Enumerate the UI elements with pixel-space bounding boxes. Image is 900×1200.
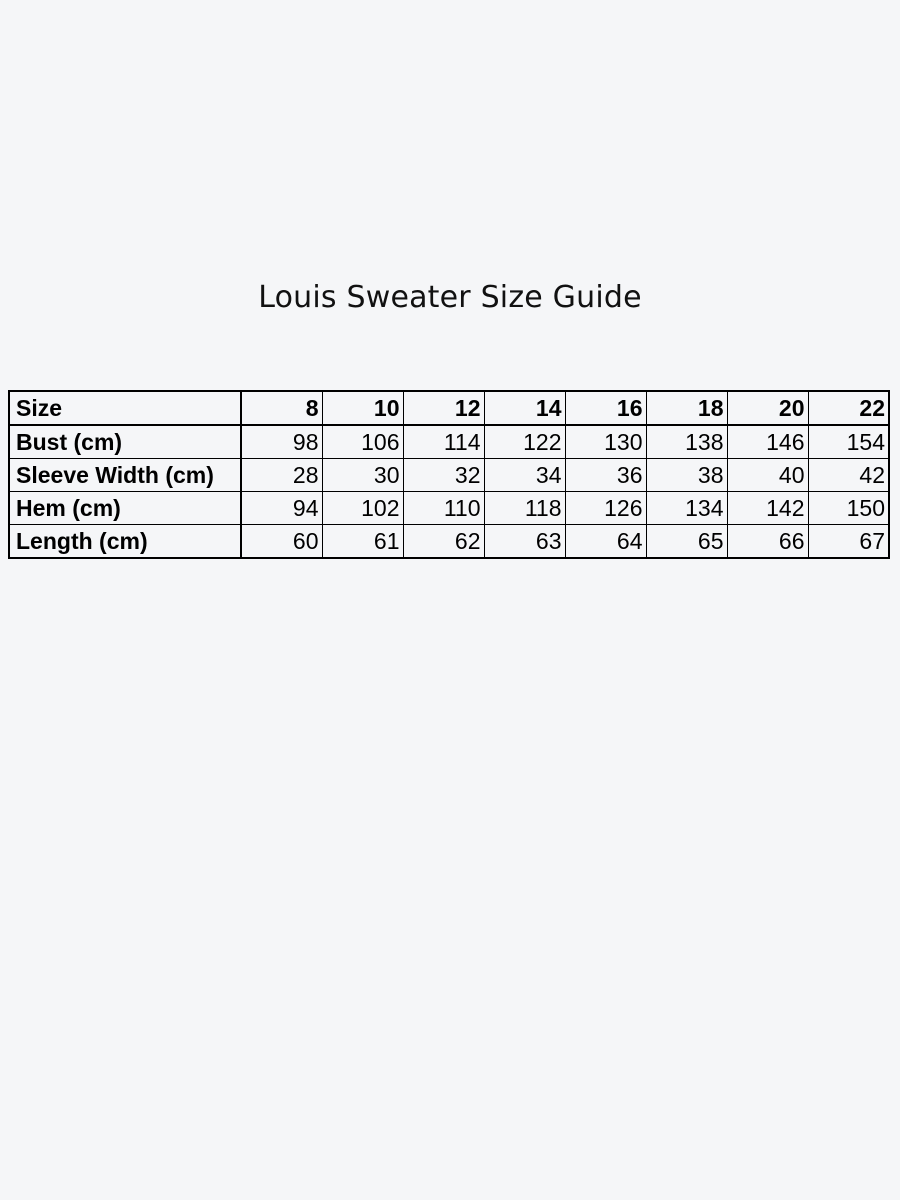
table-row	[9, 492, 889, 525]
row-label-cell: Length (cm)	[9, 525, 241, 559]
value-cell: 67	[808, 525, 889, 559]
size-guide-table	[8, 390, 890, 559]
value-cell: 60	[241, 525, 322, 559]
value-cell: 64	[565, 525, 646, 559]
value-cell: 154	[808, 425, 889, 459]
size-header-cell: 20	[727, 391, 808, 425]
value-cell: 126	[565, 492, 646, 525]
value-cell: 94	[241, 492, 322, 525]
value-cell: 102	[322, 492, 403, 525]
value-cell: 118	[484, 492, 565, 525]
value-cell: 36	[565, 459, 646, 492]
size-header-cell: 10	[322, 391, 403, 425]
value-cell: 63	[484, 525, 565, 559]
table-header-row	[9, 391, 889, 425]
value-cell: 142	[727, 492, 808, 525]
value-cell: 40	[727, 459, 808, 492]
value-cell: 134	[646, 492, 727, 525]
value-cell: 28	[241, 459, 322, 492]
size-header-cell: 12	[403, 391, 484, 425]
value-cell: 32	[403, 459, 484, 492]
row-label-cell: Hem (cm)	[9, 492, 241, 525]
value-cell: 122	[484, 425, 565, 459]
page-title: Louis Sweater Size Guide	[258, 280, 642, 315]
value-cell: 146	[727, 425, 808, 459]
value-cell: 42	[808, 459, 889, 492]
size-header-cell: 14	[484, 391, 565, 425]
value-cell: 150	[808, 492, 889, 525]
value-cell: 34	[484, 459, 565, 492]
size-header-cell: 18	[646, 391, 727, 425]
value-cell: 65	[646, 525, 727, 559]
value-cell: 62	[403, 525, 484, 559]
table-row	[9, 459, 889, 492]
value-cell: 110	[403, 492, 484, 525]
value-cell: 61	[322, 525, 403, 559]
header-label-cell: Size	[9, 391, 241, 425]
value-cell: 66	[727, 525, 808, 559]
size-header-cell: 16	[565, 391, 646, 425]
value-cell: 98	[241, 425, 322, 459]
row-label-cell: Sleeve Width (cm)	[9, 459, 241, 492]
value-cell: 106	[322, 425, 403, 459]
size-header-cell: 8	[241, 391, 322, 425]
row-label-cell: Bust (cm)	[9, 425, 241, 459]
value-cell: 130	[565, 425, 646, 459]
value-cell: 138	[646, 425, 727, 459]
table-row	[9, 525, 889, 559]
size-header-cell: 22	[808, 391, 889, 425]
value-cell: 38	[646, 459, 727, 492]
value-cell: 114	[403, 425, 484, 459]
value-cell: 30	[322, 459, 403, 492]
table-row	[9, 425, 889, 459]
